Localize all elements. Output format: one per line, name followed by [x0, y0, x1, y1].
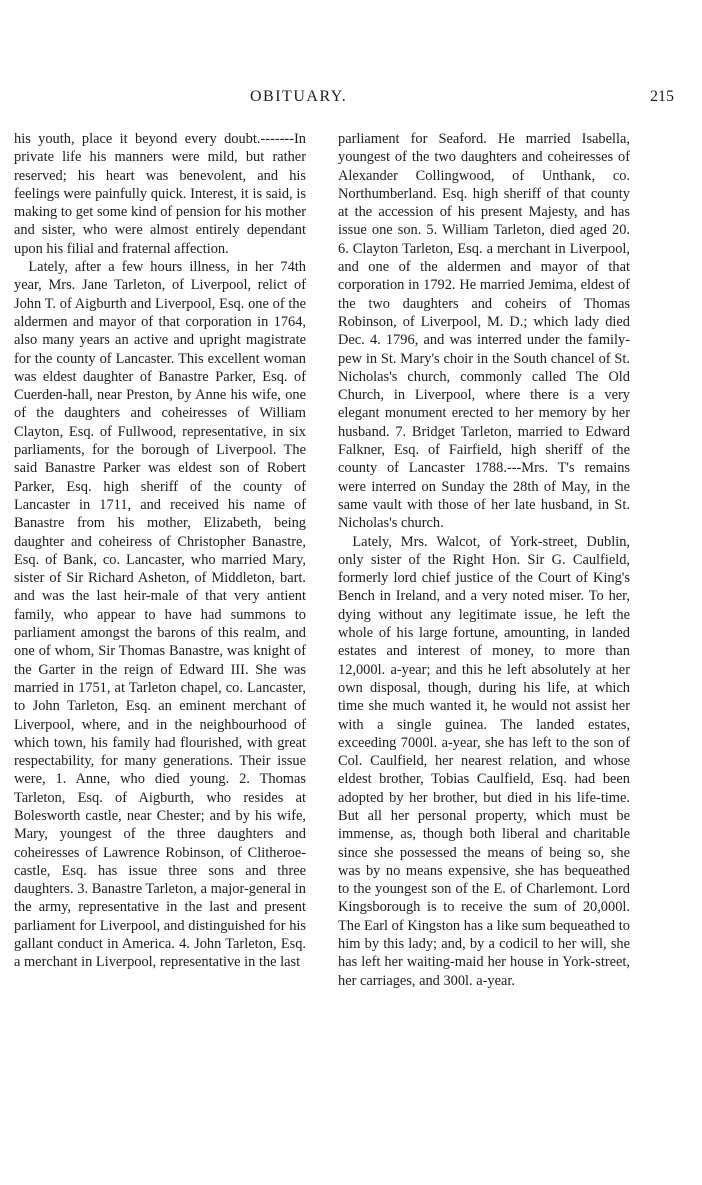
- paragraph-tarleton-continued: parliament for Seaford. He married Isabella, youngest of the two daughters and coheiresses of Alexander Collingwood, of Unthank, co. Northumberland. Esq. high sheriff of that county at the accession of his present Majesty, and has issue one son. 5. William Tarleton, died aged 20. 6. Clayton Tarleton, Esq. a merchant in Liverpool, and one of the aldermen and mayor of that corporation in 1792. He married Jemima, eldest of the two daughters and coheirs of Thomas Robinson, of Liverpool, M. D.; which lady died Dec. 4. 1796, and was interred under the family-pew in St. Mary's choir in the South chancel of St. Nicholas's church, commonly called The Old Church, in Liverpool, where there is a very elegant monument erected to her memory by her husband. 7. Bridget Tarleton, married to Edward Falkner, Esq. of Fairfield, high sheriff of the county of Lancaster 1788.---Mrs. T's remains were interred on Sunday the 28th of May, in the same vault with those of her late husband, in St. Nicholas's church.: [338, 131, 630, 532]
- paragraph-continued: his youth, place it beyond every doubt.-------In private life his manners were mild, but rather reserved; his heart was benevolent, and his feelings were painfully quick. Interest, it is said, is making to get some kind of pension for his mother and sister, who were almost entirely dependant upon his filial and fraternal affection.: [14, 131, 306, 257]
- right-column: [338, 130, 630, 990]
- paragraph-walcot-obituary: Lately, Mrs. Walcot, of York-street, Dublin, only sister of the Right Hon. Sir G. Caulfield, formerly lord chief justice of the Court of King's Bench in Ireland, and a very noted miser. To her, dying without any legitimate issue, he left the whole of his large fortune, amounting, in landed estates and interest of money, to more than 12,000l. a-year; and this he left absolutely at her own disposal, though, during his life, at which time she much wanted it, he would not assist her with a single guinea. The landed estates, exceeding 7000l. a-year, she has left to the son of Col. Caulfield, her nearest relation, and whose eldest brother, Tobias Caulfield, Esq. had been adopted by her brother, but died in his life-time. But all her personal property, which must be immense, as, though both liberal and charitable since she possessed the means of being so, she was by no means expensive, she has bequeathed to the youngest son of the E. of Charlemont. Lord Kingsborough is to receive the sum of 20,000l. The Earl of Kingston has a like sum bequeathed to him by this lady; and, by a codicil to her will, she has left her waiting-maid her house in York-street, her carriages, and 300l. a-year.: [338, 533, 630, 989]
- page-number: 215: [650, 88, 674, 105]
- running-head-title: OBITUARY.: [250, 88, 348, 105]
- paragraph-tarleton-obituary: Lately, after a few hours illness, in her 74th year, Mrs. Jane Tarleton, of Liverpool, relict of John T. of Aigburth and Liverpool, Esq. one of the aldermen and mayor of that corporation in 1764, also many years an active and upright magistrate for the county of Lancaster. This excellent woman was eldest daughter of Banastre Parker, Esq. of Cuerden-hall, near Preston, by Anne his wife, one of the daughters and coheiresses of William Clayton, Esq. of Fullwood, representative, in six parliaments, for the borough of Liverpool. The said Banastre Parker was eldest son of Robert Parker, Esq. high sheriff of the county of Lancaster in 1711, and received his name of Banastre from his mother, Elizabeth, being daughter and coheiress of Christopher Banastre, Esq. of Bank, co. Lancaster, who married Mary, sister of Sir Richard Asheton, of Middleton, bart. and was the last heir-male of that very antient family, who appear to have had summons to parliament amongst the barons of this realm, and one of whom, Sir Thomas Banastre, was knight of the Garter in the reign of Edward III. She was married in 1751, at Tarleton chapel, co. Lancaster, to John Tarleton, Esq. an eminent merchant of Liverpool, where, and in the neighbourhood of which town, his family had flourished, with great respectability, for many generations. Their issue were, 1. Anne, who died young. 2. Thomas Tarleton, Esq. of Aigburth, who resides at Bolesworth castle, near Chester; and by his wife, Mary, youngest of the three daughters and coheiresses of Lawrence Robinson, of Clitheroe-castle, Esq. has issue three sons and three daughters. 3. Banastre Tarleton, a major-general in the army, representative in the last and present parliament for Liverpool, and distinguished for his gallant conduct in America. 4. John Tarleton, Esq. a merchant in Liverpool, representative in the last: [14, 259, 306, 971]
- left-column: [14, 130, 306, 972]
